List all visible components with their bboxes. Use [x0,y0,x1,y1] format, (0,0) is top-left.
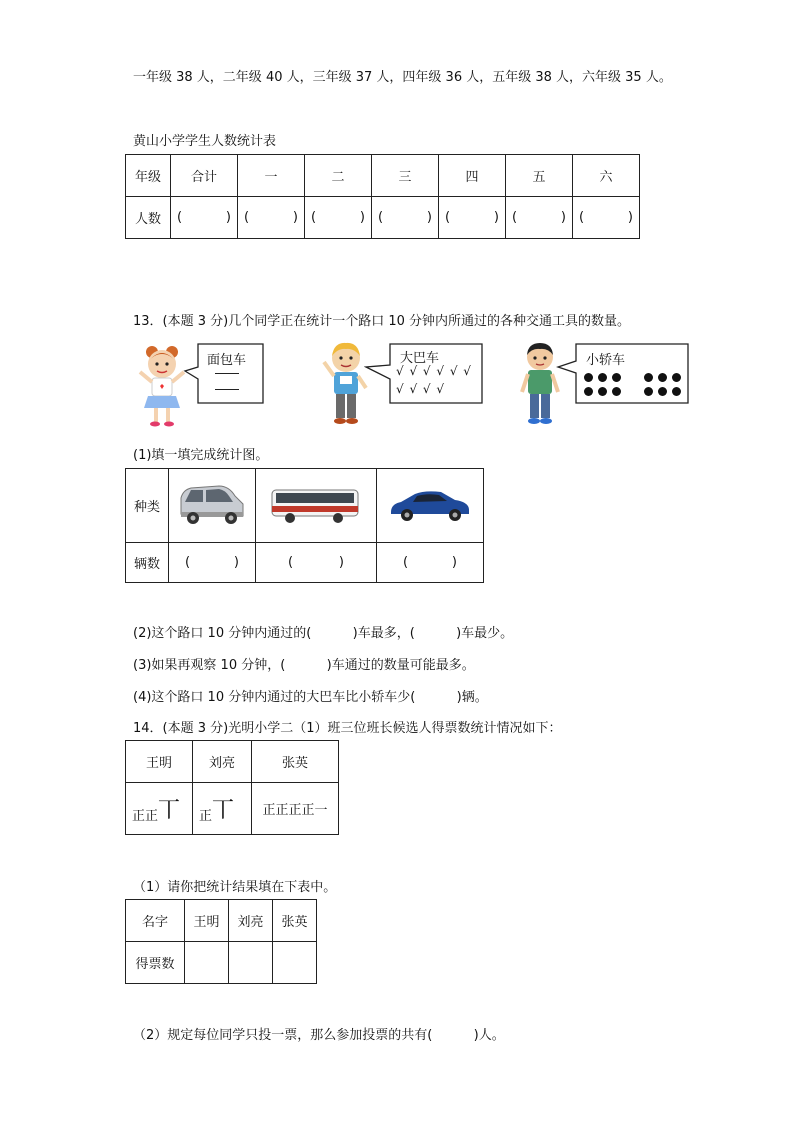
q13-table [125,468,484,583]
result-header-zhangying: 张英 [273,900,317,942]
q12-header-total: 合计 [171,155,238,197]
q12-blank-g2[interactable]: ( ) [305,197,372,239]
car-dot [644,373,653,382]
bus-count-blank[interactable]: ( ) [256,543,377,583]
tally-name-wangming: 王明 [126,741,193,783]
car-dot [672,373,681,382]
q13-part3: (3)如果再观察 10 分钟，( )车通过的数量可能最多。 [133,658,475,673]
bus-checks-row2: √ √ √ √ [396,382,446,396]
van-icon [175,476,249,532]
q12-table [125,154,640,239]
q12-table-title: 黄山小学学生人数统计表 [133,134,277,149]
car-count-blank[interactable]: ( ) [377,543,484,583]
q12-blank-g3[interactable]: ( ) [372,197,439,239]
q12-header-grade: 年级 [126,155,171,197]
car-dot [612,373,621,382]
bus-checks-row1: √ √ √ √ √ √ [396,364,472,378]
q14-tally-table [125,740,339,835]
q12-header-g5: 五 [506,155,573,197]
car-dot [672,387,681,396]
q13-stem: 13．(本题 3 分)几个同学正在统计一个路口 10 分钟内所通过的各种交通工具的数量。 [133,314,631,329]
van-tally-mark [215,389,239,390]
tally-wangming: 正正丅 [126,783,193,835]
q12-blank-g6[interactable]: ( ) [573,197,640,239]
q12-blank-g5[interactable]: ( ) [506,197,573,239]
bus-bubble-label: 大巴车 [400,351,440,366]
result-header-liuliang: 刘亮 [229,900,273,942]
car-dot [584,387,593,396]
car-dot [584,373,593,382]
q12-header-g4: 四 [439,155,506,197]
car-dot [658,373,667,382]
tally-name-zhangying: 张英 [252,741,339,783]
q12-blank-g1[interactable]: ( ) [238,197,305,239]
result-blank-wangming[interactable] [185,942,229,984]
van-bubble-label: 面包车 [207,353,247,368]
van-photo-cell [169,469,256,543]
car-icon [385,476,475,532]
q13-part4: (4)这个路口 10 分钟内通过的大巴车比小轿车少( )辆。 [133,690,488,705]
q13-row1-label: 种类 [126,469,169,543]
tally-name-liuliang: 刘亮 [193,741,252,783]
car-dot [598,373,607,382]
q14-stem: 14．(本题 3 分)光明小学二（1）班三位班长候选人得票数统计情况如下： [133,721,562,736]
q13-part1: (1)填一填完成统计图。 [133,448,269,463]
tally-zhangying: 正正正正一 [252,783,339,835]
car-photo-cell [377,469,484,543]
result-blank-zhangying[interactable] [273,942,317,984]
q12-header-g1: 一 [238,155,305,197]
girl-illustration [130,342,190,428]
van-tally-mark [215,373,239,374]
q12-header-g2: 二 [305,155,372,197]
van-count-blank[interactable]: ( ) [169,543,256,583]
q14-part2: （2）规定每位同学只投一票，那么参加投票的共有( )人。 [133,1028,505,1043]
bus-photo-cell [256,469,377,543]
result-header-wangming: 王明 [185,900,229,942]
q13-row2-label: 辆数 [126,543,169,583]
q12-blank-total[interactable]: ( ) [171,197,238,239]
car-dot [644,387,653,396]
tally-liuliang: 正丅 [193,783,252,835]
car-bubble-label: 小轿车 [586,353,626,368]
result-row-label: 得票数 [126,942,185,984]
q12-row-label: 人数 [126,197,171,239]
bus-icon [268,476,364,532]
q14-part1: （1）请你把统计结果填在下表中。 [133,880,337,895]
q13-part2: (2)这个路口 10 分钟内通过的( )车最多，( )车最少。 [133,626,514,641]
q12-header-g6: 六 [573,155,640,197]
q14-result-table [125,899,317,984]
q12-blank-g4[interactable]: ( ) [439,197,506,239]
q12-header-g3: 三 [372,155,439,197]
car-dot [658,387,667,396]
car-dot [598,387,607,396]
result-header-name: 名字 [126,900,185,942]
car-dot [612,387,621,396]
q12-intro: 一年级 38 人，二年级 40 人，三年级 37 人，四年级 36 人，五年级 38 人，六年级 35 人。 [133,70,672,85]
result-blank-liuliang[interactable] [229,942,273,984]
